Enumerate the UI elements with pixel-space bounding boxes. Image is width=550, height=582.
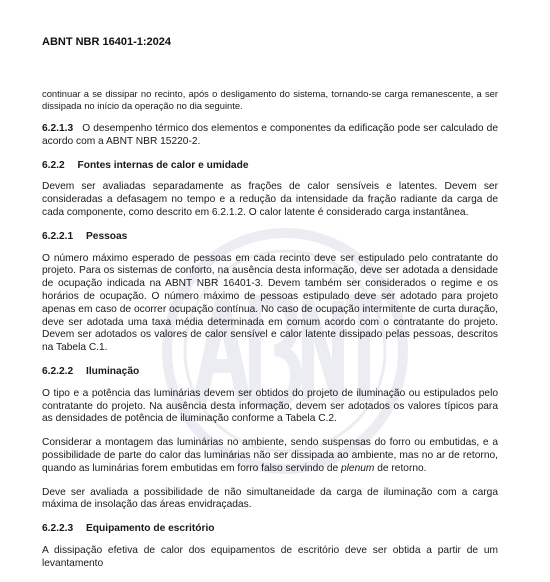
text-segment: Considerar a montagem das luminárias no ambiente, sendo suspensas do forro ou embutidas, e a possibilidade de parte do calor das luminárias não ser dissipada ao ambiente, mas no ar de retorno, quando as luminárias forem embutidas em forro falso servindo de <box>42 437 498 474</box>
heading-title: Pessoas <box>86 230 128 242</box>
text-segment: de retorno. <box>374 462 427 474</box>
heading-6-2-2-3 <box>42 523 498 536</box>
section-6-2-1-3 <box>42 123 498 149</box>
heading-title: Equipamento de escritório <box>86 523 215 535</box>
paragraph-6-2-2: Devem ser avaliadas separadamente as frações de calor sensíveis e latentes. Devem ser consideradas a defasagem no tempo e a redução da intensidade da fração radiante da carga de cada componente, como descrito em 6.2.1.2. O calor latente é considerado carga instantânea. <box>42 181 498 218</box>
paragraph-6-2-2-1: O número máximo esperado de pessoas em cada recinto deve ser estipulado pelo contratante do projeto. Para os sistemas de conforto, na ausência desta informação, deve ser adotada a densidade de ocupação indicada na ABNT NBR 16401-3. Devem também ser considerados o regime e os horários de ocupação. O número máximo de pessoas estipulado deve ser adotado para projeto apenas em caso de ocorrer ocupação contínua. No caso de ocupação intermitente de curta duração, deve ser adotada uma taxa média determinada em comum acordo com o contratante do projeto. Devem ser adotados os valores de calor sensível e calor latente dissipado pelas pessoas, descritos na Tabela C.1. <box>42 252 498 354</box>
heading-number: 6.2.2.1 <box>42 230 74 242</box>
section-number: 6.2.1.3 <box>42 123 74 134</box>
heading-number: 6.2.2.2 <box>42 365 74 377</box>
paragraph-6-2-2-3: A dissipação efetiva de calor dos equipamentos de escritório deve ser obtida a partir de um levantamento <box>42 544 498 569</box>
paragraph-6-2-2-2-a: O tipo e a potência das luminárias devem ser obtidos do projeto de iluminação ou estipulados pelo contratante do projeto. Na ausência desta informação, devem ser adotados os valores típicos para as densidades de potência de iluminação conforme a Tabela C.2. <box>42 387 498 425</box>
document-body <box>42 88 498 582</box>
heading-number: 6.2.2.3 <box>42 523 74 535</box>
heading-6-2-2-2 <box>42 366 498 379</box>
paragraph-6-2-2-2-c: Deve ser avaliada a possibilidade de não simultaneidade da carga de iluminação com a carga máxima de insolação das áreas envidraçadas. <box>42 486 498 511</box>
heading-number: 6.2.2 <box>42 159 65 171</box>
paragraph-6-2-2-2-b <box>42 437 498 475</box>
italic-term: plenum <box>340 462 375 474</box>
heading-6-2-2-1 <box>42 231 498 244</box>
heading-6-2-2 <box>42 160 498 173</box>
intro-paragraph: continuar a se dissipar no recinto, após o desligamento do sistema, tornando-se carga remanescente, a ser dissipada no início da operação no dia seguinte. <box>42 88 498 111</box>
heading-title: Fontes internas de calor e umidade <box>77 159 249 171</box>
heading-title: Iluminação <box>86 365 140 377</box>
section-text: O desempenho térmico dos elementos e componentes da edificação pode ser calculado de acordo com a ABNT NBR 15220-2. <box>42 123 498 147</box>
document-header: ABNT NBR 16401-1:2024 <box>42 36 171 48</box>
